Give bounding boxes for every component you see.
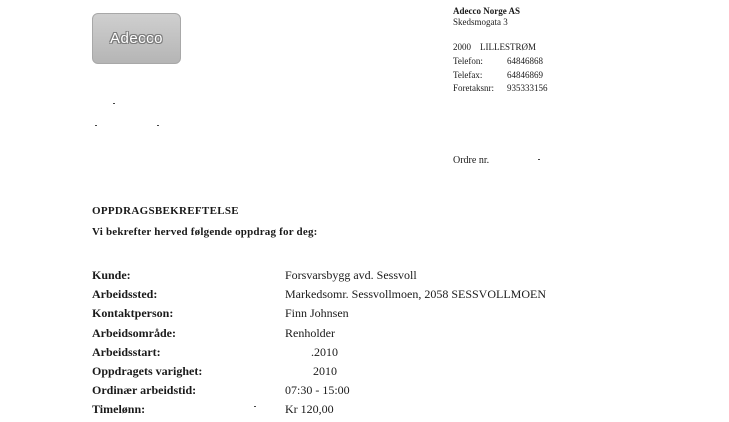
order-number bbox=[453, 155, 489, 166]
field-label: Arbeidssted: bbox=[92, 287, 158, 302]
field-label: Oppdragets varighet: bbox=[92, 363, 203, 378]
contact-label: Foretaksnr: bbox=[453, 83, 494, 93]
contact-row-fax bbox=[453, 69, 548, 83]
field-label: Arbeidsstart: bbox=[92, 344, 161, 359]
company-address bbox=[453, 6, 520, 28]
field-value: Renholder bbox=[285, 325, 335, 340]
company-name: Adecco Norge AS bbox=[453, 6, 520, 16]
field-value: Markedsomr. Sessvollmoen, 2058 SESSVOLLMOEN bbox=[285, 287, 546, 302]
order-number-label: Ordre nr. bbox=[453, 155, 490, 166]
company-contact-list bbox=[453, 55, 548, 96]
contact-row-org-number bbox=[453, 82, 548, 96]
company-street: Skedsmogata 3 bbox=[453, 17, 508, 27]
field-label: Kunde: bbox=[92, 268, 131, 282]
contact-label: Telefax: bbox=[453, 69, 483, 80]
field-label: Timelønn: bbox=[92, 402, 146, 417]
field-value: Forsvarsbygg avd. Sessvoll bbox=[285, 268, 417, 282]
contact-value: 64846869 bbox=[507, 69, 543, 80]
redaction-mark bbox=[113, 103, 115, 104]
redaction-mark bbox=[254, 406, 256, 407]
redaction-mark bbox=[157, 125, 159, 126]
company-zip: 2000 bbox=[453, 42, 471, 52]
company-city-line bbox=[453, 42, 536, 52]
document-title: OPPDRAGSBEKREFTELSE bbox=[92, 205, 239, 217]
field-label: Ordinær arbeidstid: bbox=[92, 383, 197, 398]
company-city: LILLESTRØM bbox=[480, 42, 536, 52]
contact-value: 935333156 bbox=[507, 83, 548, 93]
field-value: Kr 120,00 bbox=[285, 402, 334, 417]
field-value: Finn Johnsen bbox=[285, 306, 349, 321]
field-label: Arbeidsområde: bbox=[92, 325, 176, 340]
company-logo bbox=[92, 13, 181, 64]
field-value: .2010 bbox=[311, 344, 338, 359]
field-label: Kontaktperson: bbox=[92, 306, 174, 321]
contact-label: Telefon: bbox=[453, 56, 483, 66]
contact-row-phone bbox=[453, 55, 548, 69]
contact-value: 64846868 bbox=[507, 56, 543, 66]
redaction-mark bbox=[538, 159, 540, 160]
redaction-mark bbox=[95, 125, 97, 126]
logo-text: Adecco bbox=[109, 30, 164, 47]
field-value: 2010 bbox=[313, 363, 337, 378]
field-value: 07:30 - 15:00 bbox=[285, 383, 350, 398]
document-intro: Vi bekrefter herved følgende oppdrag for deg: bbox=[92, 226, 318, 238]
